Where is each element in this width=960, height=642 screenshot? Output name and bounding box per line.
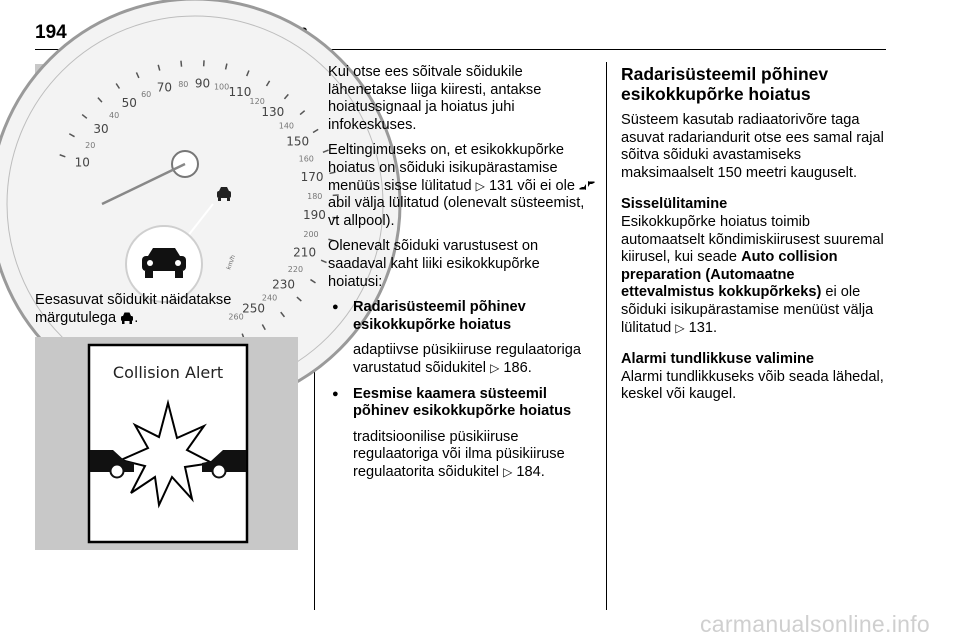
watermark: carmanualsonline.info xyxy=(699,611,930,637)
column-middle xyxy=(328,64,596,489)
paragraph: Olenevalt sõiduki varustusest on saadaval kaht liiki esikokkupõrke hoiatusi: xyxy=(328,238,540,290)
gauge-tick-label: 220 xyxy=(287,265,304,275)
page-reference-icon: ▷ xyxy=(475,178,485,193)
gauge-tick-label: 140 xyxy=(278,121,295,131)
gauge-tick-label: 100 xyxy=(213,82,230,92)
subheading: Alarmi tundlikkuse valimine xyxy=(621,351,815,368)
gauge-tick-label: 210 xyxy=(293,245,317,260)
page-number: 194 xyxy=(35,22,67,43)
page-reference[interactable]: 184 xyxy=(516,463,541,480)
page-reference-icon: ▷ xyxy=(675,320,685,335)
page-reference-icon: ▷ xyxy=(503,464,513,479)
subheading: Sisselülitamine xyxy=(621,196,728,213)
column-divider xyxy=(606,62,607,610)
gauge-tick-label: 120 xyxy=(249,96,265,106)
gauge-tick-label: 50 xyxy=(121,96,137,111)
page-reference[interactable]: 186 xyxy=(503,359,528,376)
gauge-tick-label: 190 xyxy=(302,208,326,223)
paragraph: Kui otse ees sõitvale sõidukile lähenetakse liiga kiiresti, antakse hoiatussignaal ja hoiatus juhi infokeskuses. xyxy=(328,64,542,133)
gauge-tick-label: 30 xyxy=(93,121,109,136)
gauge-tick-label: 10 xyxy=(74,155,90,170)
collision-alert-figure xyxy=(35,337,298,550)
bullet-title: ● Radarisüsteemil põhinev esikokkupõrke hoiatus xyxy=(353,299,526,333)
collision-alert-illustration xyxy=(35,337,298,550)
gauge-tick-label: 40 xyxy=(108,110,120,120)
gauge-tick-label: 250 xyxy=(242,301,265,316)
gauge-tick-label: 20 xyxy=(85,140,96,150)
paragraph: Süsteem kasutab radiaatorivõre taga asuvat radariandurit otse ees samal rajal sõitva sõiduki avastamiseks maksimaalselt 150 meetri kauguselt. xyxy=(621,112,884,181)
menu-setting-name: Auto collision preparation (Automaatne ettevalmistus kokkupõrkeks) xyxy=(621,249,838,301)
gauge-tick-label: 170 xyxy=(300,169,324,184)
gauge-tick-label: 230 xyxy=(272,277,296,292)
paragraph: Alarmi tundlikkuseks võib seada lähedal, keskel või kaugel. xyxy=(621,368,884,403)
bullet-item xyxy=(328,386,596,482)
paragraph: Eeltingimuseks on, et esikokkupõrke hoiatus on sõiduki isikupärastamise menüüs sisse lülitatud ▷ 131 või ei ole abil välja lülitatud (olenevalt süsteemist, vt allpool). xyxy=(328,142,596,230)
bullet-item xyxy=(328,299,596,377)
section-heading: Radarisüsteemil põhinev esikokkupõrke hoiatus xyxy=(621,64,829,104)
gauge-tick-label: 80 xyxy=(178,80,189,90)
gauge-tick-label: 110 xyxy=(228,85,252,100)
figure-caption: Eesasuvat sõidukit näidatakse märgutulega . xyxy=(35,292,232,326)
gauge-tick-label: 60 xyxy=(141,89,152,99)
paragraph: Esikokkupõrke hoiatus toimib automaatselt kõndimiskiirusest suuremal kiirusel, kui seade Auto collision preparation (Automaatne ettevalmistus kokkupõrkeks) ei ole sõiduki isikupärastamise menüüst välja lülitatud ▷ 131. xyxy=(621,213,884,336)
gauge-unit-label: km/h xyxy=(225,254,238,271)
bullet-text: adaptiivse püsikiiruse regulaatoriga varustatud sõidukitel ▷ 186. xyxy=(353,342,581,376)
collision-alert-button-icon xyxy=(579,179,595,192)
gauge-tick-label: 240 xyxy=(261,293,278,303)
page-reference-icon: ▷ xyxy=(490,360,500,375)
gauge-tick-label: 180 xyxy=(307,191,323,201)
column-right xyxy=(621,64,887,412)
vehicle-ahead-icon xyxy=(120,312,134,324)
gauge-tick-mark xyxy=(181,61,182,67)
gauge-tick-label: 160 xyxy=(298,154,314,164)
bullet-text: traditsioonilise püsikiiruse regulaatoriga või ilma püsikiiruse regulaatorita sõidukitel ▷ 184. xyxy=(353,428,565,480)
gauge-tick-label: 260 xyxy=(228,312,244,322)
gauge-tick-label: 150 xyxy=(286,134,310,149)
page-reference[interactable]: 131 xyxy=(688,319,714,336)
bullet-list xyxy=(328,299,596,481)
page-reference[interactable]: 131 xyxy=(488,177,514,194)
alert-title: Collision Alert xyxy=(112,363,224,382)
gauge-tick-label: 90 xyxy=(194,76,211,91)
gauge-tick-label: 130 xyxy=(261,105,285,120)
gauge-tick-label: 70 xyxy=(156,80,172,95)
gauge-tick-label: 200 xyxy=(303,230,319,240)
bullet-title: ● Eesmise kaamera süsteemil põhinev esikokkupõrke hoiatus xyxy=(353,385,572,420)
